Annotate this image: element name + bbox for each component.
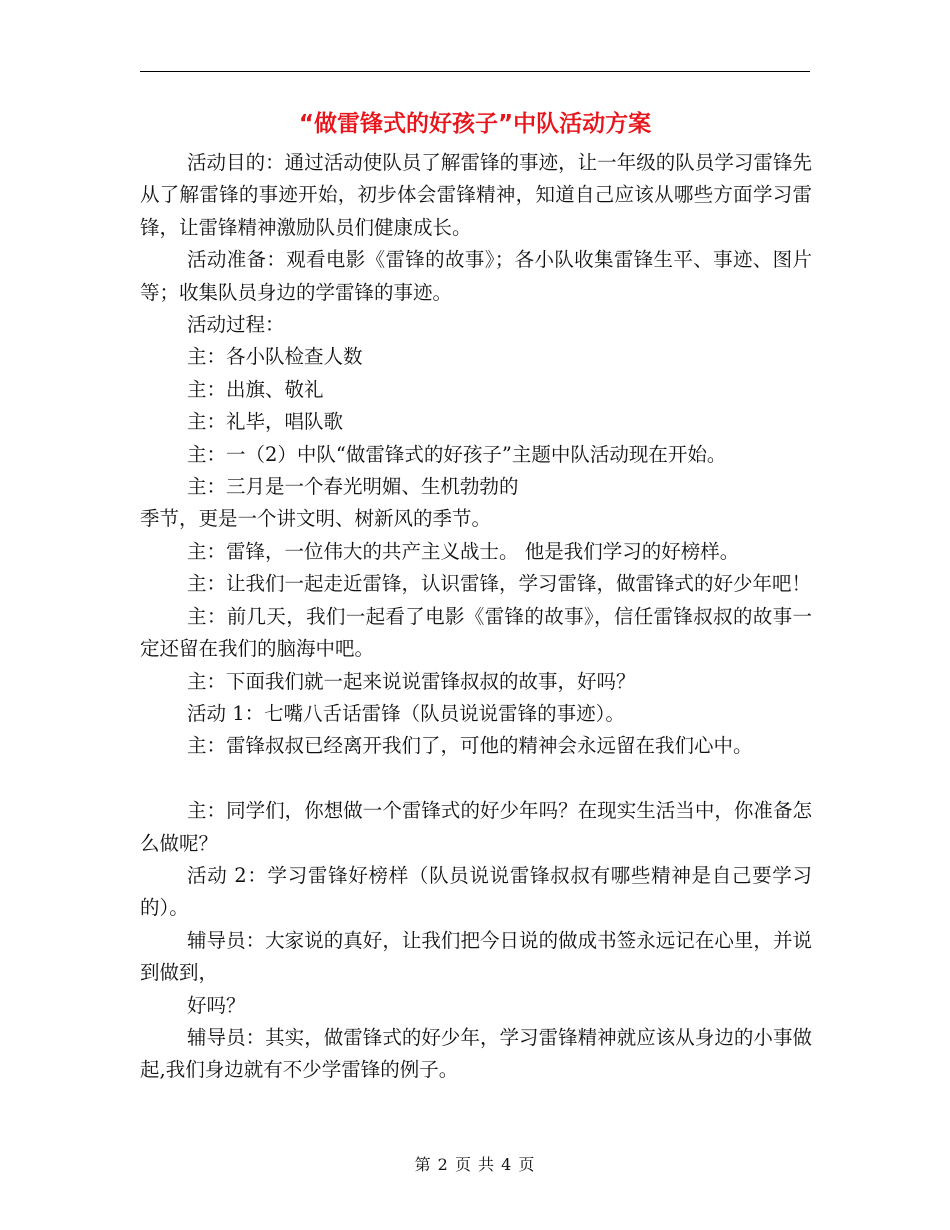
paragraph-line: 主：雷锋叔叔已经离开我们了，可他的精神会永远留在我们心中。 (187, 734, 753, 758)
header-rule (140, 71, 810, 72)
paragraph-process-heading: 活动过程： (187, 313, 285, 337)
paragraph-line: 好吗？ (187, 993, 246, 1017)
paragraph-line: 主：一（2）中队“做雷锋式的好孩子”主题中队活动现在开始。 (187, 442, 727, 466)
paragraph-line: 主：同学们，你想做一个雷锋式的好少年吗？在现实生活当中，你准备怎么做呢？ (140, 799, 812, 855)
paragraph-line: 主：各小队检查人数 (187, 345, 363, 369)
paragraph-line: 主：下面我们就一起来说说雷锋叔叔的故事，好吗？ (187, 669, 636, 693)
paragraph-line: 主：让我们一起走近雷锋，认识雷锋，学习雷锋，做雷锋式的好少年吧！ (187, 572, 812, 596)
paragraph-line: 季节，更是一个讲文明、树新风的季节。 (140, 507, 492, 531)
blank-line (140, 763, 812, 795)
page-number: 第 2 页 共 4 页 (414, 1155, 536, 1174)
paragraph-line: 主：雷锋，一位伟大的共产主义战士。 他是我们学习的好榜样。 (187, 539, 740, 563)
paragraph-line: 主：出旗、敬礼 (187, 377, 324, 401)
paragraph-line: 辅导员：其实，做雷锋式的好少年，学习雷锋精神就应该从身边的小事做起,我们身边就有不少学雷锋的例子。 (140, 1025, 812, 1082)
document-body (140, 147, 812, 1087)
paragraph-line: 主：礼毕，唱队歌 (187, 410, 344, 434)
document-title: “做雷锋式的好孩子”中队活动方案 (298, 111, 652, 137)
paragraph-line: 主：三月是一个春光明媚、生机勃勃的 (187, 475, 519, 499)
paragraph-preparation: 活动准备：观看电影《雷锋的故事》；各小队收集雷锋生平、事迹、图片等；收集队员身边的学雷锋的事迹。 (140, 248, 812, 304)
paragraph-activity-2: 活动 2：学习雷锋好榜样（队员说说雷锋叔叔有哪些精神是自己要学习的）。 (140, 863, 812, 920)
paragraph-line: 主：前几天，我们一起看了电影《雷锋的故事》，信任雷锋叔叔的故事一定还留在我们的脑海中吧。 (140, 604, 812, 661)
paragraph-activity-1: 活动 1：七嘴八舌话雷锋（队员说说雷锋的事迹）。 (187, 701, 625, 725)
paragraph-purpose: 活动目的：通过活动使队员了解雷锋的事迹，让一年级的队员学习雷锋先从了解雷锋的事迹开始，初步体会雷锋精神，知道自己应该从哪些方面学习雷锋，让雷锋精神激励队员们健康成长。 (140, 151, 812, 239)
paragraph-line: 辅导员：大家说的真好，让我们把今日说的做成书签永远记在心里，并说到做到， (140, 928, 812, 985)
